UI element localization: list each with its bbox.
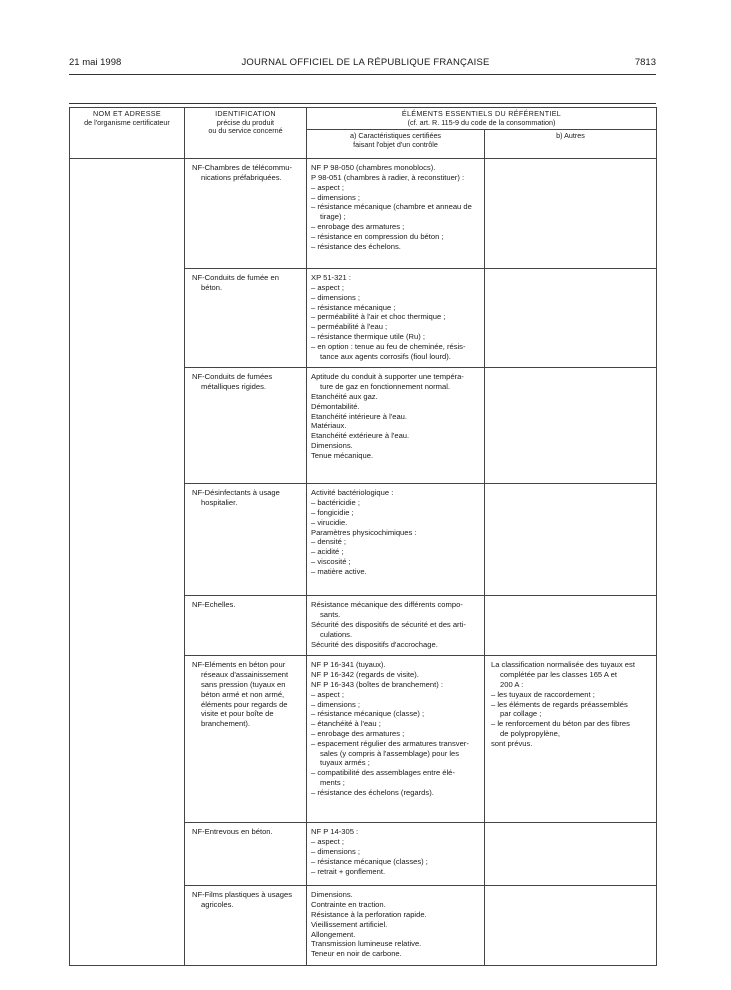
caracteristique-line: tirage) ; [320,212,346,222]
caracteristique-line: – résistance mécanique (chambre et anneau de [311,202,472,212]
caracteristiques-cell [307,596,485,656]
autres-cell [485,159,657,269]
caracteristique-line: – retrait + gonflement. [311,866,386,876]
caracteristique-line: sants. [320,610,341,620]
caracteristiques-cell [307,656,485,823]
caracteristique-line: – en option : tenue au feu de cheminée, résis- [311,341,466,351]
autres-cell [485,269,657,368]
identification-cell [185,656,307,823]
caracteristique-line: NF P 98-050 (chambres monoblocs). [311,163,436,173]
caracteristique-line: – aspect ; [311,282,344,292]
caracteristique-line: – enrobage des armatures ; [311,728,405,738]
caracteristique-line: ture de gaz en fonctionnement normal. [320,382,451,392]
caracteristique-line: Transmission lumineuse relative. [311,939,422,949]
caracteristique-line: – bactéricidie ; [311,498,360,508]
identification-cell [185,886,307,966]
caracteristique-line: – perméabilité à l'eau ; [311,322,388,332]
autres-cell [485,368,657,484]
identification-text: branchement). [201,719,250,729]
caracteristiques-cell [307,823,485,886]
caracteristique-line: Matériaux. [311,421,347,431]
caracteristiques-cell [307,484,485,596]
autres-line: – le renforcement du béton par des fibres [491,719,630,729]
caracteristiques-cell [307,159,485,269]
identification-text: béton armé et non armé, [201,689,285,699]
caracteristique-line: Tenue mécanique. [311,450,374,460]
referentiel-table [69,107,657,966]
caracteristique-line: – résistance mécanique (classe) ; [311,709,425,719]
caracteristique-line: NF P 16-343 (boîtes de branchement) : [311,679,443,689]
column-header-caracteristiques: a) Caractéristiques certifiées faisant l'objet d'un contrôle [307,130,485,159]
header-page-number: 7813 [634,57,656,68]
caracteristique-line: – densité ; [311,537,347,547]
caracteristique-line: ments ; [320,777,345,787]
caracteristique-line: NF P 14-305 : [311,827,359,837]
caracteristique-line: NF P 16-341 (tuyaux). [311,660,386,670]
identification-text: NF-Conduits de fumées [192,372,273,382]
autres-line: sont prévus. [491,738,533,748]
caracteristique-line: – dimensions ; [311,192,360,202]
autres-cell [485,484,657,596]
caracteristique-line: Allongement. [311,929,356,939]
identification-text: sans pression (tuyaux en [201,679,286,689]
identification-text: nications préfabriquées. [201,172,282,182]
caracteristique-line: Sécurité des dispositifs d'accrochage. [311,639,438,649]
caracteristique-line: – enrobage des armatures ; [311,221,405,231]
caracteristique-line: Activité bactériologique : [311,488,394,498]
identification-cell [185,823,307,886]
identification-text: NF-Eléments en béton pour [192,660,286,670]
caracteristique-line: P 98-051 (chambres à radier, à reconstituer) : [311,172,465,182]
autres-line: de polypropylène, [500,728,560,738]
caracteristique-line: – fongicidie ; [311,507,354,517]
caracteristique-line: NF P 16-342 (regards de visite). [311,670,419,680]
identification-text: hospitalier. [201,498,238,508]
caracteristique-line: – espacement régulier des armatures transver- [311,738,469,748]
identification-cell [185,596,307,656]
caracteristique-line: – résistance thermique utile (Ru) ; [311,331,425,341]
caracteristique-line: – résistance des échelons (regards). [311,787,434,797]
identification-text: béton. [201,282,223,292]
caracteristique-line: – dimensions ; [311,846,360,856]
column-header-identification: IDENTIFICATION précise du produit ou du service concerné [185,108,307,159]
column-header-elements: ÉLÉMENTS ESSENTIELS DU RÉFÉRENTIEL (cf. art. R. 115-9 du code de la consommation) [307,108,657,130]
caracteristique-line: Dimensions. [311,440,353,450]
header-title: JOURNAL OFFICIEL DE LA RÉPUBLIQUE FRANÇAISE [241,57,490,68]
identification-text: NF-Echelles. [192,600,236,610]
identification-text: visite et pour boîte de [201,709,274,719]
caracteristique-line: – perméabilité à l'air et choc thermique ; [311,312,446,322]
identification-text: réseaux d'assainissement [201,670,289,680]
caracteristique-line: – viscosité ; [311,556,351,566]
caracteristique-line: culations. [320,629,353,639]
caracteristique-line: Etanchéité extérieure à l'eau. [311,431,410,441]
identification-text: éléments pour regards de [201,699,288,709]
caracteristique-line: Paramètres physicochimiques : [311,527,417,537]
caracteristique-line: – dimensions ; [311,292,360,302]
caracteristique-line: – résistance des échelons. [311,241,401,251]
caracteristique-line: – aspect ; [311,837,344,847]
caracteristique-line: Etanchéité intérieure à l'eau. [311,411,408,421]
column-header-nom: NOM ET ADRESSE de l'organisme certificateur [70,108,185,159]
caracteristique-line: – résistance mécanique (classes) ; [311,856,428,866]
caracteristique-line: – aspect ; [311,689,344,699]
caracteristique-line: XP 51-321 : [311,273,351,283]
caracteristique-line: Résistance à la perforation rapide. [311,909,427,919]
identification-text: NF-Désinfectants à usage [192,488,280,498]
caracteristique-line: tuyaux armés ; [320,758,370,768]
autres-line: 200 A : [500,679,524,689]
table-body [70,159,657,966]
caracteristique-line: – résistance mécanique ; [311,302,396,312]
identification-text: agricoles. [201,900,234,910]
autres-line: – les tuyaux de raccordement ; [491,689,595,699]
autres-line: par collage ; [500,709,542,719]
identification-text: NF-Entrevous en béton. [192,827,273,837]
caracteristique-line: tance aux agents corrosifs (fioul lourd). [320,351,451,361]
organisme-cell [70,159,185,966]
identification-text: NF-Chambres de télécommu- [192,163,293,173]
caracteristique-line: – acidité ; [311,547,344,557]
autres-cell [485,886,657,966]
caracteristique-line: Dimensions. [311,890,353,900]
caracteristiques-cell [307,269,485,368]
caracteristique-line: Etanchéité aux gaz. [311,391,378,401]
autres-cell [485,823,657,886]
identification-text: NF-Films plastiques à usages [192,890,293,900]
caracteristique-line: Vieillissement artificiel. [311,919,388,929]
column-header-autres: b) Autres [485,130,657,159]
caracteristique-line: – matière active. [311,566,367,576]
caracteristique-line: Sécurité des dispositifs de sécurité et des arti- [311,619,466,629]
identification-cell [185,484,307,596]
caracteristique-line: Résistance mécanique des différents compo- [311,600,463,610]
identification-text: métalliques rigides. [201,382,266,392]
caracteristique-line: sales (y compris à l'assemblage) pour les [320,748,460,758]
caracteristique-line: – compatibilité des assemblages entre élé- [311,768,455,778]
caracteristique-line: – virucidie. [311,517,348,527]
caracteristiques-cell [307,368,485,484]
header-date: 21 mai 1998 [69,57,122,68]
table-top-rule [69,103,656,104]
autres-line: – les éléments de regards préassemblés [491,699,628,709]
autres-cell [485,656,657,823]
caracteristique-line: – étanchéité à l'eau ; [311,719,381,729]
autres-line: La classification normalisée des tuyaux est [491,660,635,670]
autres-line: complétée par les classes 165 A et [500,670,617,680]
caracteristique-line: Démontabilité. [311,401,360,411]
identification-text: NF-Conduits de fumée en [192,273,279,283]
identification-cell [185,159,307,269]
autres-cell [485,596,657,656]
caracteristique-line: Aptitude du conduit à supporter une tempéra- [311,372,464,382]
caracteristique-line: – aspect ; [311,182,344,192]
table-row [70,159,657,269]
identification-cell [185,368,307,484]
identification-cell [185,269,307,368]
caracteristique-line: Teneur en noir de carbone. [311,949,402,959]
caracteristiques-cell [307,886,485,966]
caracteristique-line: Contrainte en traction. [311,900,386,910]
header-rule [69,74,656,75]
caracteristique-line: – résistance en compression du béton ; [311,231,444,241]
caracteristique-line: – dimensions ; [311,699,360,709]
